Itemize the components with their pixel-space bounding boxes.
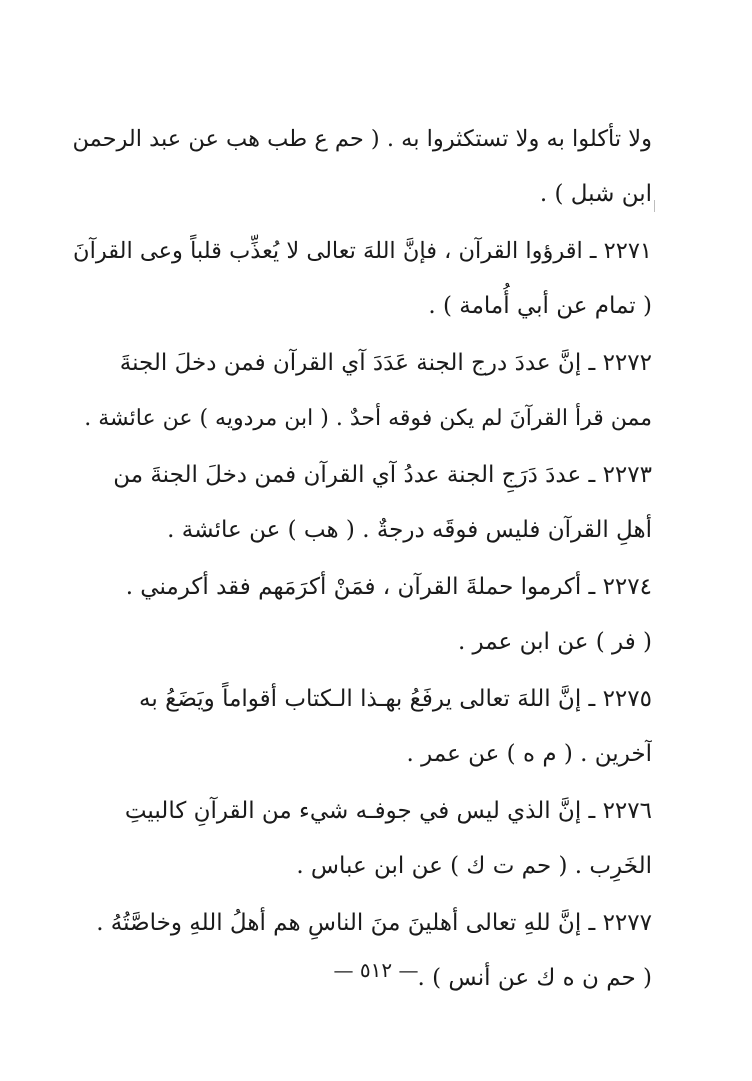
- text-line: ٢٢٧٤ ـ أكرموا حملةَ القرآن ، فمَنْ أكرَمَهم فقد أكرمني .: [125, 574, 652, 600]
- text-line: ٢٢٧٥ ـ إنَّ اللهَ تعالى يرفَعُ بهـذا الـكتاب أقواماً ويَضَعُ به: [139, 686, 652, 712]
- margin-mark: [654, 200, 655, 212]
- text-line: ( حم ن ه ك عن أنس ) .: [417, 965, 652, 991]
- hadith-entry-2277: [72, 896, 652, 1006]
- hadith-entry-continuation: [72, 112, 652, 222]
- text-line: أهلِ القرآن فليس فوقَه درجةٌ . ( هب ) عن عائشة .: [167, 517, 652, 543]
- text-line: ممن قرأ القرآنَ لم يكن فوقه أحدٌ . ( ابن مردويه ) عن عائشة .: [84, 406, 652, 431]
- text-line: ولا تأكلوا به ولا تستكثروا به . ( حم ع طب هب عن عبد الرحمن: [72, 126, 652, 152]
- text-line: ( فر ) عن ابن عمر .: [457, 629, 652, 655]
- text-line: ٢٢٧٧ ـ إنَّ للهِ تعالى أهلينَ منَ الناسِ هم أهلُ اللهِ وخاصَّتُهُ .: [96, 910, 652, 936]
- text-line: ٢٢٧٦ ـ إنَّ الذي ليس في جوفـه شيء من القرآنِ كالبيتِ: [124, 798, 652, 824]
- page-number: — ٥١٢ —: [333, 958, 419, 982]
- hadith-entry-2271: [72, 224, 652, 334]
- hadith-entry-2275: [72, 672, 652, 782]
- hadith-entry-2276: [72, 784, 652, 894]
- text-line: ٢٢٧١ ـ اقرؤوا القرآن ، فإنَّ اللهَ تعالى لا يُعذِّب قلباً وعى القرآنَ: [73, 238, 652, 264]
- text-line: ابن شبل ) .: [539, 181, 652, 207]
- text-line: ٢٢٧٣ ـ عددَ دَرَجِ الجنة عددُ آي القرآن فمن دخلَ الجنةَ من: [113, 462, 652, 488]
- hadith-entry-2274: [72, 560, 652, 670]
- hadith-text-block: [72, 112, 652, 1006]
- text-line: ٢٢٧٢ ـ إنَّ عددَ درج الجنة عَدَدَ آي القرآن فمن دخلَ الجنةَ: [119, 350, 652, 376]
- hadith-entry-2272: [72, 336, 652, 446]
- text-line: ( تمام عن أبي أُمامة ) .: [428, 293, 652, 319]
- text-line: الخَرِب . ( حم ت ك ) عن ابن عباس .: [296, 853, 652, 879]
- text-line: آخرين . ( م ه ) عن عمر .: [406, 741, 652, 767]
- hadith-entry-2273: [72, 448, 652, 558]
